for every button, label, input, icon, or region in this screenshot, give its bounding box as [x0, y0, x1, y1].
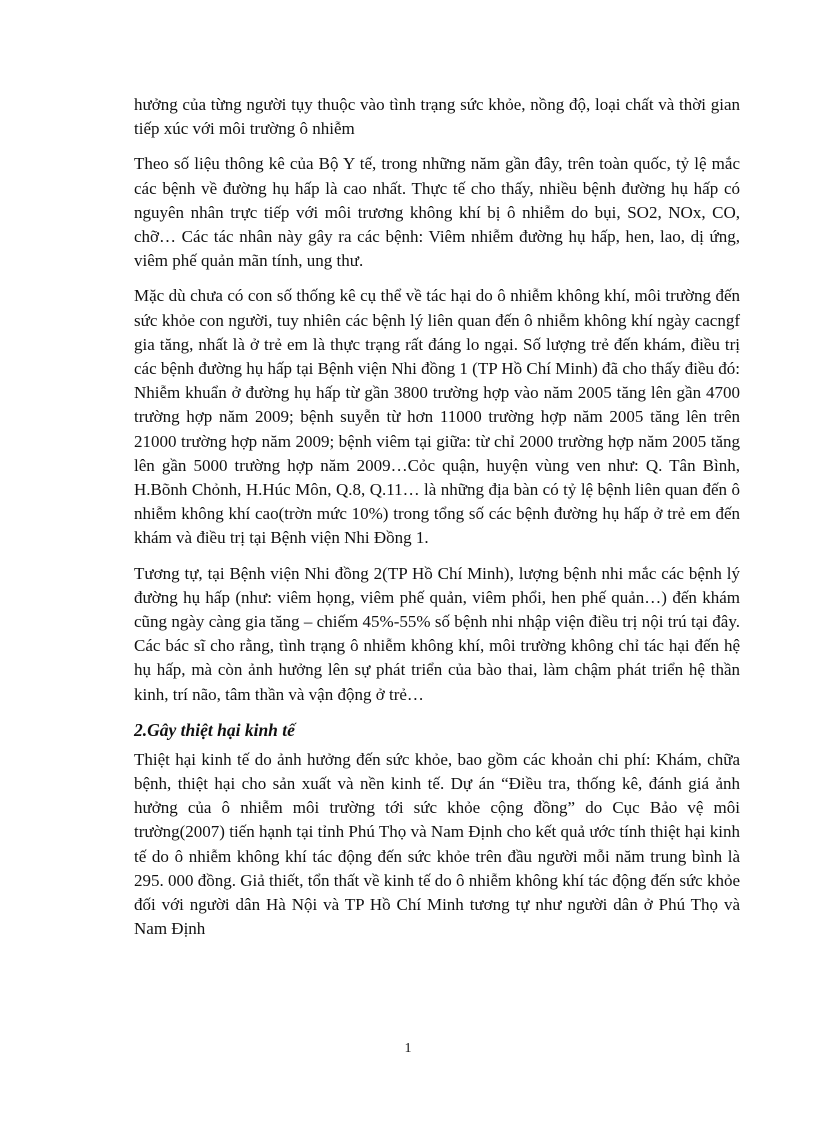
- paragraph-children-hospital-1: Mặc dù chưa có con số thống kê cụ thể về tác hại do ô nhiễm không khí, môi trường đến sức khỏe con người, tuy nhiên các bệnh lý liên quan đến ô nhiễm không khí ngày cacngf gia tăng, nhất là ở trẻ em là thực trạng rất đáng lo ngại. Số lượng trẻ đến khám, điều trị các bệnh đường hụ hấp tại Bệnh viện Nhi đồng 1 (TP Hồ Chí Minh) đã cho thấy điều đó: Nhiễm khuẩn ở đường hụ hấp từ gần 3800 trường hợp vào năm 2005 tăng lên gần 4700 trường hợp năm 2009; bệnh suyễn từ hơn 11000 trường hợp năm 2005 tăng lên trên 21000 trường hợp năm 2009; bệnh viêm tại giữa: từ chỉ 2000 trường hợp năm 2005 tăng lên gần 5000 trường hợp năm 2009…Cỏc quận, huyện vùng ven như: Q. Tân Bình, H.Bõnh Chỏnh, H.Húc Môn, Q.8, Q.11… là những địa bàn có tỷ lệ bệnh liên quan đến ô nhiễm không khí cao(trờn mức 10%) trong tổng số các bệnh đường hụ hấp ở trẻ em đến khám và điều trị tại Bệnh viện Nhi Đồng 1.: [134, 286, 740, 548]
- page-number: 1: [404, 1041, 412, 1056]
- paragraph-economic-damage: Thiệt hại kinh tế do ảnh hưởng đến sức khỏe, bao gồm các khoản chi phí: Khám, chữa bệnh, thiệt hại cho sản xuất và nền kinh tế. Dự án “Điều tra, thống kê, đánh giá ảnh hưởng của ô nhiễm môi trường tới sức khỏe cộng đồng” do Cục Bảo vệ môi trường(2007) tiến hạnh tại tỉnh Phú Thọ và Nam Định cho kết quả ước tính thiệt hại kinh tế do ô nhiễm không khí tác động đến sức khỏe trên đầu người mỗi năm trung bình là 295. 000 đồng. Giả thiết, tổn thất về kinh tế do ô nhiễm không khí tác động đến sức khỏe đối với người dân Hà Nội và TP Hồ Chí Minh tương tự như người dân ở Phú Thọ và Nam Định: [134, 749, 741, 939]
- paragraph-children-hospital-2: Tương tự, tại Bệnh viện Nhi đồng 2(TP Hồ Chí Minh), lượng bệnh nhi mắc các bệnh lý đường hụ hấp (như: viêm họng, viêm phế quản, viêm phổi, hen phế quản…) đến khám cũng ngày càng gia tăng – chiếm 45%-55% số bệnh nhi nhập viện điều trị nội trú tại đây. Các bác sĩ cho rằng, tình trạng ô nhiễm không khí, môi trường không chỉ tác hại đến hệ hụ hấp, mà còn ảnh hưởng lên sự phát triển của bào thai, làm chậm phát triển hệ thần kinh, trí não, tâm thần và vận động ở trẻ…: [134, 563, 740, 704]
- paragraph-health-factors: hưởng của từng người tụy thuộc vào tình trạng sức khỏe, nồng độ, loại chất và thời gian tiếp xúc với môi trường ô nhiễm: [134, 95, 740, 139]
- document-page: [134, 93, 740, 953]
- section-heading-economic-damage: 2.Gây thiệt hại kinh tế: [134, 719, 295, 740]
- paragraph-ministry-statistics: Theo số liệu thông kê của Bộ Y tế, trong những năm gần đây, trên toàn quốc, tỷ lệ mắc các bệnh về đường hụ hấp là cao nhất. Thực tế cho thấy, nhiều bệnh đường hụ hấp có nguyên nhân trực tiếp với môi trương không khí bị ô nhiễm do bụi, SO2, NOx, CO, chỡ… Các tác nhân này gây ra các bệnh: Viêm nhiễm đường hụ hấp, hen, lao, dị ứng, viêm phế quản mãn tính, ung thư.: [134, 154, 740, 271]
